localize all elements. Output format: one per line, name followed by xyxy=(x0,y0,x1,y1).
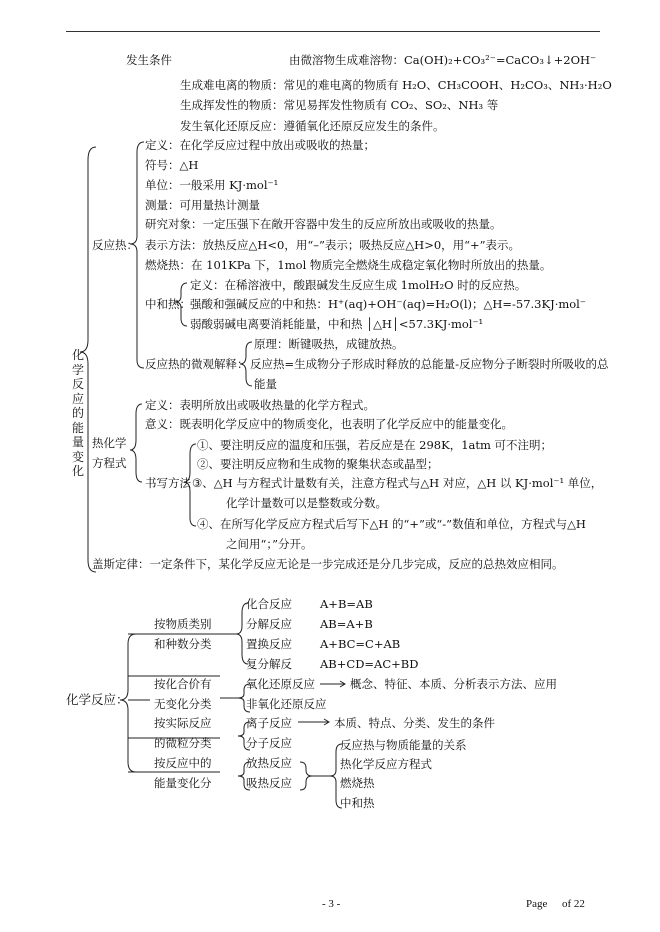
micro-principle: 原理：断键吸热，成键放热。 xyxy=(254,337,404,351)
non-redox-label: 非氧化还原反应 xyxy=(246,697,327,711)
type-name: 复分解反 xyxy=(246,657,292,671)
micro-formula: 反应热=生成物分子形成时释放的总能量-反应物分子断裂时所吸收的总 xyxy=(250,357,609,371)
writing-rule-1: ①、要注明反应的温度和压强，若反应是在 298K，1atm 可不注明； xyxy=(197,438,553,452)
by-energy-label-2: 能量变化分 xyxy=(154,776,212,790)
equation-definition: 定义：表明所放出或吸收热量的化学方程式。 xyxy=(145,398,375,412)
by-particle-label-2: 的微粒分类 xyxy=(154,736,212,750)
neutral-weak: 弱酸弱碱电离要消耗能量，中和热 │△H│<57.3KJ·mol⁻¹ xyxy=(190,317,484,331)
heat-definition: 定义：在化学反应过程中放出或吸收的热量； xyxy=(145,138,375,152)
heat-unit: 单位：一般采用 KJ·mol⁻¹ xyxy=(145,178,279,192)
type-formula: A+BC=C+AB xyxy=(320,637,401,651)
by-valence-label-2: 无变化分类 xyxy=(154,697,212,711)
equation-meaning: 意义：既表明化学反应中的物质变化，也表明了化学反应中的能量变化。 xyxy=(145,417,513,431)
heat-measure: 测量：可用量热计测量 xyxy=(145,198,260,212)
redox-label: 氧化还原反应 xyxy=(246,677,315,691)
heat-notation: 表示方法：放热反应△H<0，用“–”表示；吸热反应△H>0，用“+”表示。 xyxy=(145,238,521,252)
by-valence-label-1: 按化合价有 xyxy=(154,677,212,691)
type-formula: AB+CD=AC+BD xyxy=(320,657,419,671)
equation-label-1: 热化学 xyxy=(92,436,127,450)
writing-label: 书写方法 xyxy=(145,476,191,490)
ionic-label: 离子反应 xyxy=(246,716,292,730)
conditions-line-3: 生成挥发性的物质：常见易挥发性物质有 CO₂、SO₂、NH₃ 等 xyxy=(180,98,499,112)
redox-note: 概念、特征、本质、分析表示方法、应用 xyxy=(350,677,557,691)
micro-formula-cont: 能量 xyxy=(254,377,277,391)
heat-symbol: 符号：△H xyxy=(145,158,199,172)
conditions-line-2: 生成难电离的物质：常见的难电离的物质有 H₂O、CH₃COOH、H₂CO₃、NH₃·H₂O xyxy=(180,78,612,92)
energy-item: 反应热与物质能量的关系 xyxy=(340,738,467,752)
conditions-label: 发生条件 xyxy=(126,53,172,67)
energy-root-label: 化 学 反 应 的 能 量 变 化 xyxy=(71,348,84,478)
hess-law: 盖斯定律：一定条件下，某化学反应无论是一步完成还是分几步完成，反应的总热效应相同。 xyxy=(92,557,564,571)
energy-item: 燃烧热 xyxy=(340,776,375,790)
page-number: - 3 - xyxy=(322,898,341,910)
by-energy-label-1: 按反应中的 xyxy=(154,756,212,770)
conditions-line-4: 发生氧化还原反应：遵循氧化还原反应发生的条件。 xyxy=(180,119,445,133)
molecular-label: 分子反应 xyxy=(246,736,292,750)
type-formula: A+B=AB xyxy=(320,597,373,611)
neutral-strong: 强酸和强碱反应的中和热：H⁺(aq)+OH⁻(aq)=H₂O(l)；△H=-57.3KJ·mol⁻ xyxy=(190,297,586,311)
energy-item: 中和热 xyxy=(340,796,375,810)
exo-label: 放热反应 xyxy=(246,756,292,770)
ionic-note: 本质、特点、分类、发生的条件 xyxy=(334,716,495,730)
writing-rule-3-cont: 化学计量数可以是整数或分数。 xyxy=(226,496,387,510)
heat-object: 研究对象：一定压强下在敞开容器中发生的反应所放出或吸收的热量。 xyxy=(145,217,502,231)
heat-label: 反应热： xyxy=(92,238,138,252)
heat-combustion: 燃烧热：在 101KPa 下，1mol 物质完全燃烧生成稳定氧化物时所放出的热量。 xyxy=(145,258,552,272)
type-name: 化合反应 xyxy=(246,597,292,611)
type-name: 分解反应 xyxy=(246,617,292,631)
page-label: Page xyxy=(526,898,548,910)
neutral-label: 中和热： xyxy=(145,297,191,311)
energy-item: 热化学反应方程式 xyxy=(340,757,432,771)
conditions-line-1: 由微溶物生成难溶物：Ca(OH)₂+CO₃²⁻=CaCO₃↓+2OH⁻ xyxy=(289,53,597,67)
by-type-label-1: 按物质类别 xyxy=(154,617,212,631)
type-name: 置换反应 xyxy=(246,637,292,651)
equation-label-2: 方程式 xyxy=(92,456,127,470)
writing-rule-4: ④、在所写化学反应方程式后写下△H 的“+”或“-”数值和单位，方程式与△H xyxy=(197,517,586,531)
neutral-definition: 定义：在稀溶液中，酸跟碱发生反应生成 1molH₂O 时的反应热。 xyxy=(190,278,527,292)
writing-rule-3: ③、△H 与方程式计量数有关，注意方程式与△H 对应，△H 以 KJ·mol⁻¹ 单位， xyxy=(192,476,603,490)
by-type-label-2: 和种数分类 xyxy=(154,637,212,651)
writing-rule-2: ②、要注明反应物和生成物的聚集状态或晶型； xyxy=(197,457,439,471)
type-formula: AB=A+B xyxy=(320,617,373,631)
page-total: of 22 xyxy=(562,898,585,910)
micro-label: 反应热的微观解释： xyxy=(145,357,249,371)
endo-label: 吸热反应 xyxy=(246,776,292,790)
writing-rule-4-cont: 之间用“；”分开。 xyxy=(226,537,313,551)
classification-root: 化学反应： xyxy=(66,692,129,707)
by-particle-label-1: 按实际反应 xyxy=(154,716,212,730)
